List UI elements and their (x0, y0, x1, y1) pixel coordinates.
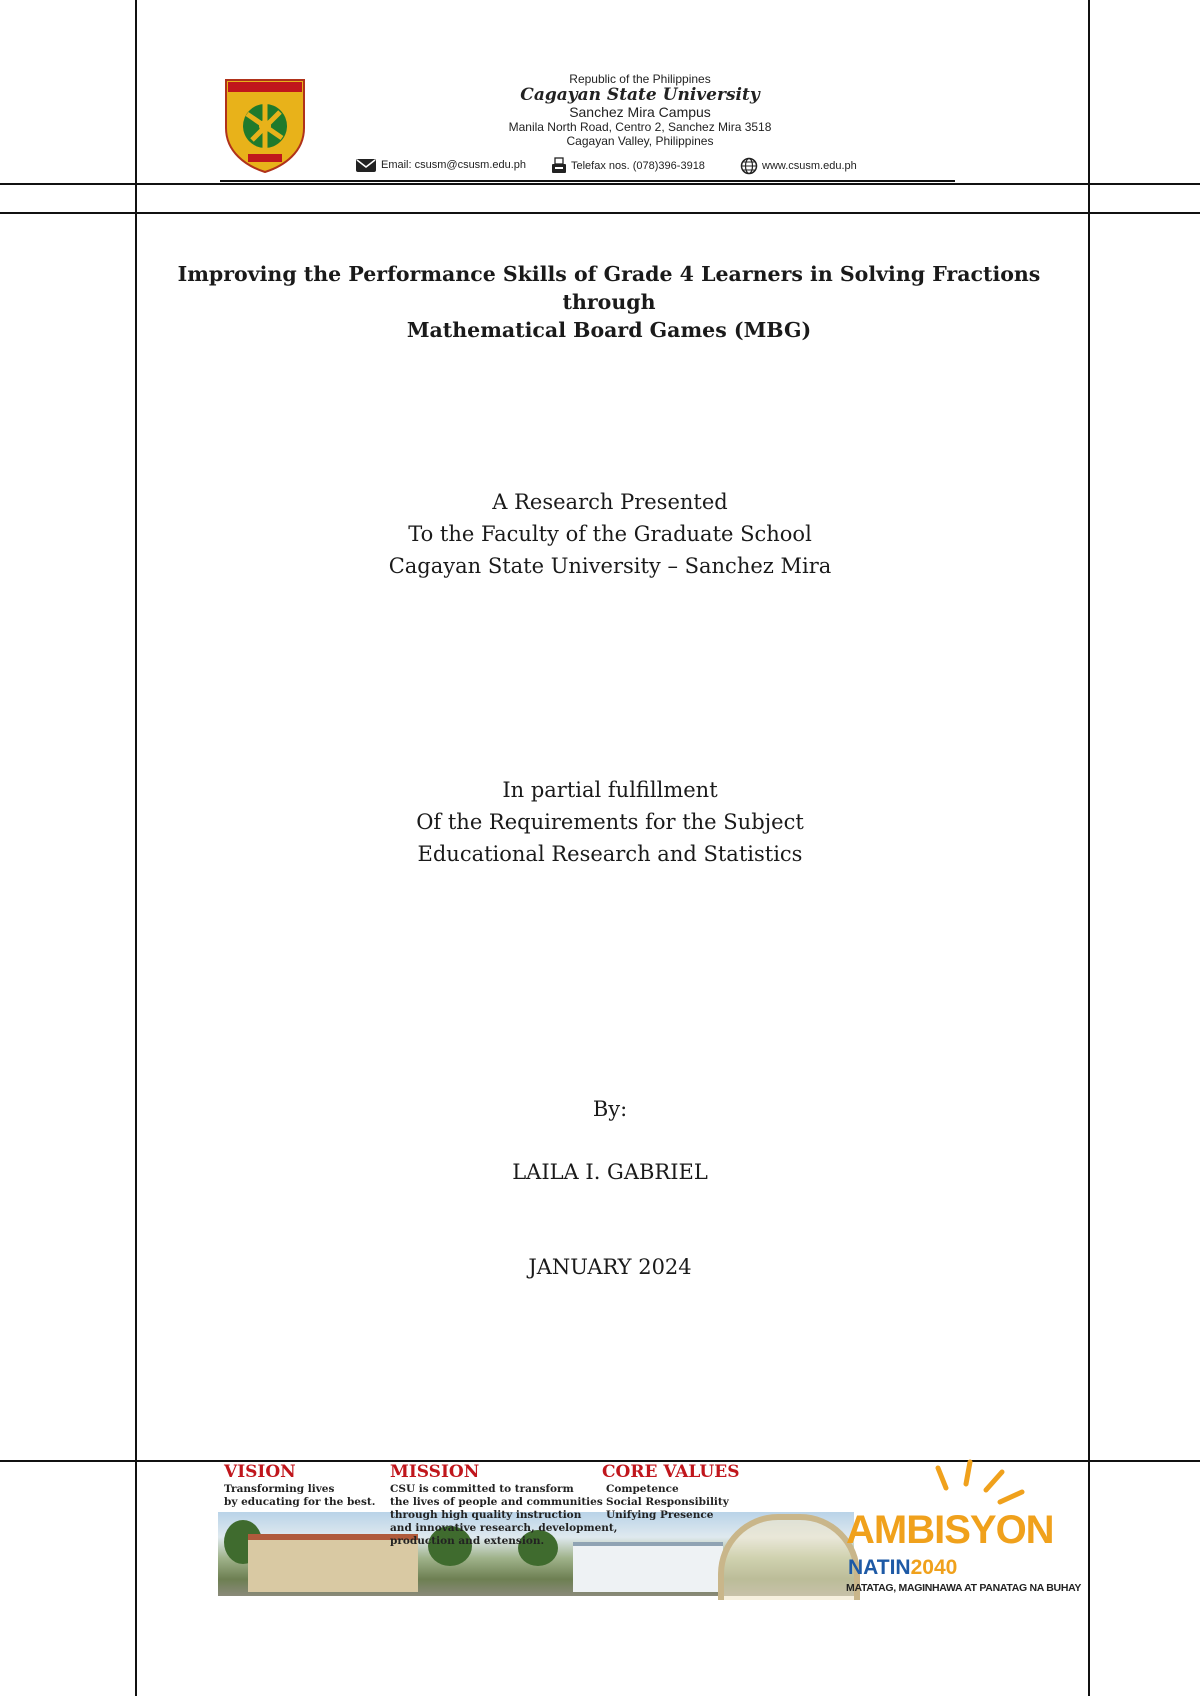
natin-text: NATIN (848, 1556, 911, 1579)
core-value-line: Social Responsibility (606, 1496, 729, 1508)
core-values-heading: CORE VALUES (602, 1462, 740, 1482)
telefax-text: Telefax nos. (078)396-3918 (571, 160, 705, 172)
region-text: Cagayan Valley, Philippines (566, 134, 714, 148)
fax-machine-icon (551, 157, 567, 175)
vision-text (224, 1483, 375, 1509)
mission-line: CSU is committed to transform (390, 1483, 574, 1495)
year-text: 2040 (910, 1556, 958, 1579)
republic-text: Republic of the Philippines (569, 72, 711, 86)
mission-line: production and extension. (390, 1535, 545, 1547)
mission-line: through high quality instruction (390, 1509, 582, 1521)
mission-line: and innovative research, development, (390, 1522, 618, 1534)
mission-heading: MISSION (390, 1462, 480, 1482)
document-title (160, 260, 1058, 344)
presented-block (300, 486, 920, 582)
vision-line: Transforming lives (224, 1483, 335, 1495)
campus-name: Sanchez Mira Campus (569, 104, 711, 120)
presented-line-3: Cagayan State University – Sanchez Mira (388, 554, 832, 578)
footer-banner (218, 1462, 1082, 1598)
core-value-line: Competence (606, 1483, 679, 1495)
ambisyon-word: AMBISYON (846, 1508, 1054, 1552)
fulfillment-line-3: Educational Research and Statistics (417, 842, 803, 866)
website-text: www.csusm.edu.ph (762, 160, 857, 172)
university-name: Cagayan State University (520, 85, 760, 105)
mission-text (390, 1483, 617, 1548)
vision-heading: VISION (224, 1462, 296, 1482)
fulfillment-line-2: Of the Requirements for the Subject (416, 810, 804, 834)
frame-line-left (135, 0, 137, 1696)
header-rule-bottom (0, 212, 1200, 214)
ambisyon-natin-2040-logo (846, 1462, 1082, 1598)
contact-row (355, 157, 865, 175)
fulfillment-block (300, 774, 920, 870)
globe-icon (740, 157, 758, 175)
mission-line: the lives of people and communities (390, 1496, 603, 1508)
letterhead (420, 72, 860, 148)
fulfillment-line-1: In partial fulfillment (502, 778, 718, 802)
title-line-1: Improving the Performance Skills of Grade 4 Learners in Solving Fractions through (177, 262, 1041, 314)
email-text: Email: csusm@csusm.edu.ph (381, 159, 527, 171)
university-seal-logo (222, 76, 308, 174)
title-line-2: Mathematical Board Games (MBG) (406, 318, 812, 342)
envelope-icon (355, 157, 377, 173)
campus-building-right (573, 1542, 723, 1592)
presented-line-2: To the Faculty of the Graduate School (408, 522, 812, 546)
frame-line-right (1088, 0, 1090, 1696)
email-contact (355, 157, 526, 173)
by-label: By: (592, 1097, 628, 1121)
telefax-contact (551, 157, 705, 175)
presented-line-1: A Research Presented (492, 490, 728, 514)
author-name: LAILA I. GABRIEL (512, 1160, 708, 1184)
ambisyon-tagline: MATATAG, MAGINHAWA AT PANATAG NA BUHAY (846, 1582, 1082, 1594)
core-value-line: Unifying Presence (606, 1509, 714, 1521)
address-text: Manila North Road, Centro 2, Sanchez Mira 3518 (508, 120, 772, 134)
submission-date: JANUARY 2024 (528, 1255, 692, 1279)
core-values-text (606, 1483, 729, 1522)
vision-line: by educating for the best. (224, 1496, 376, 1508)
letterhead-underline (220, 180, 955, 182)
website-contact (740, 157, 857, 175)
header-rule-top (0, 183, 1200, 185)
ambisyon-natin-line (848, 1556, 957, 1580)
